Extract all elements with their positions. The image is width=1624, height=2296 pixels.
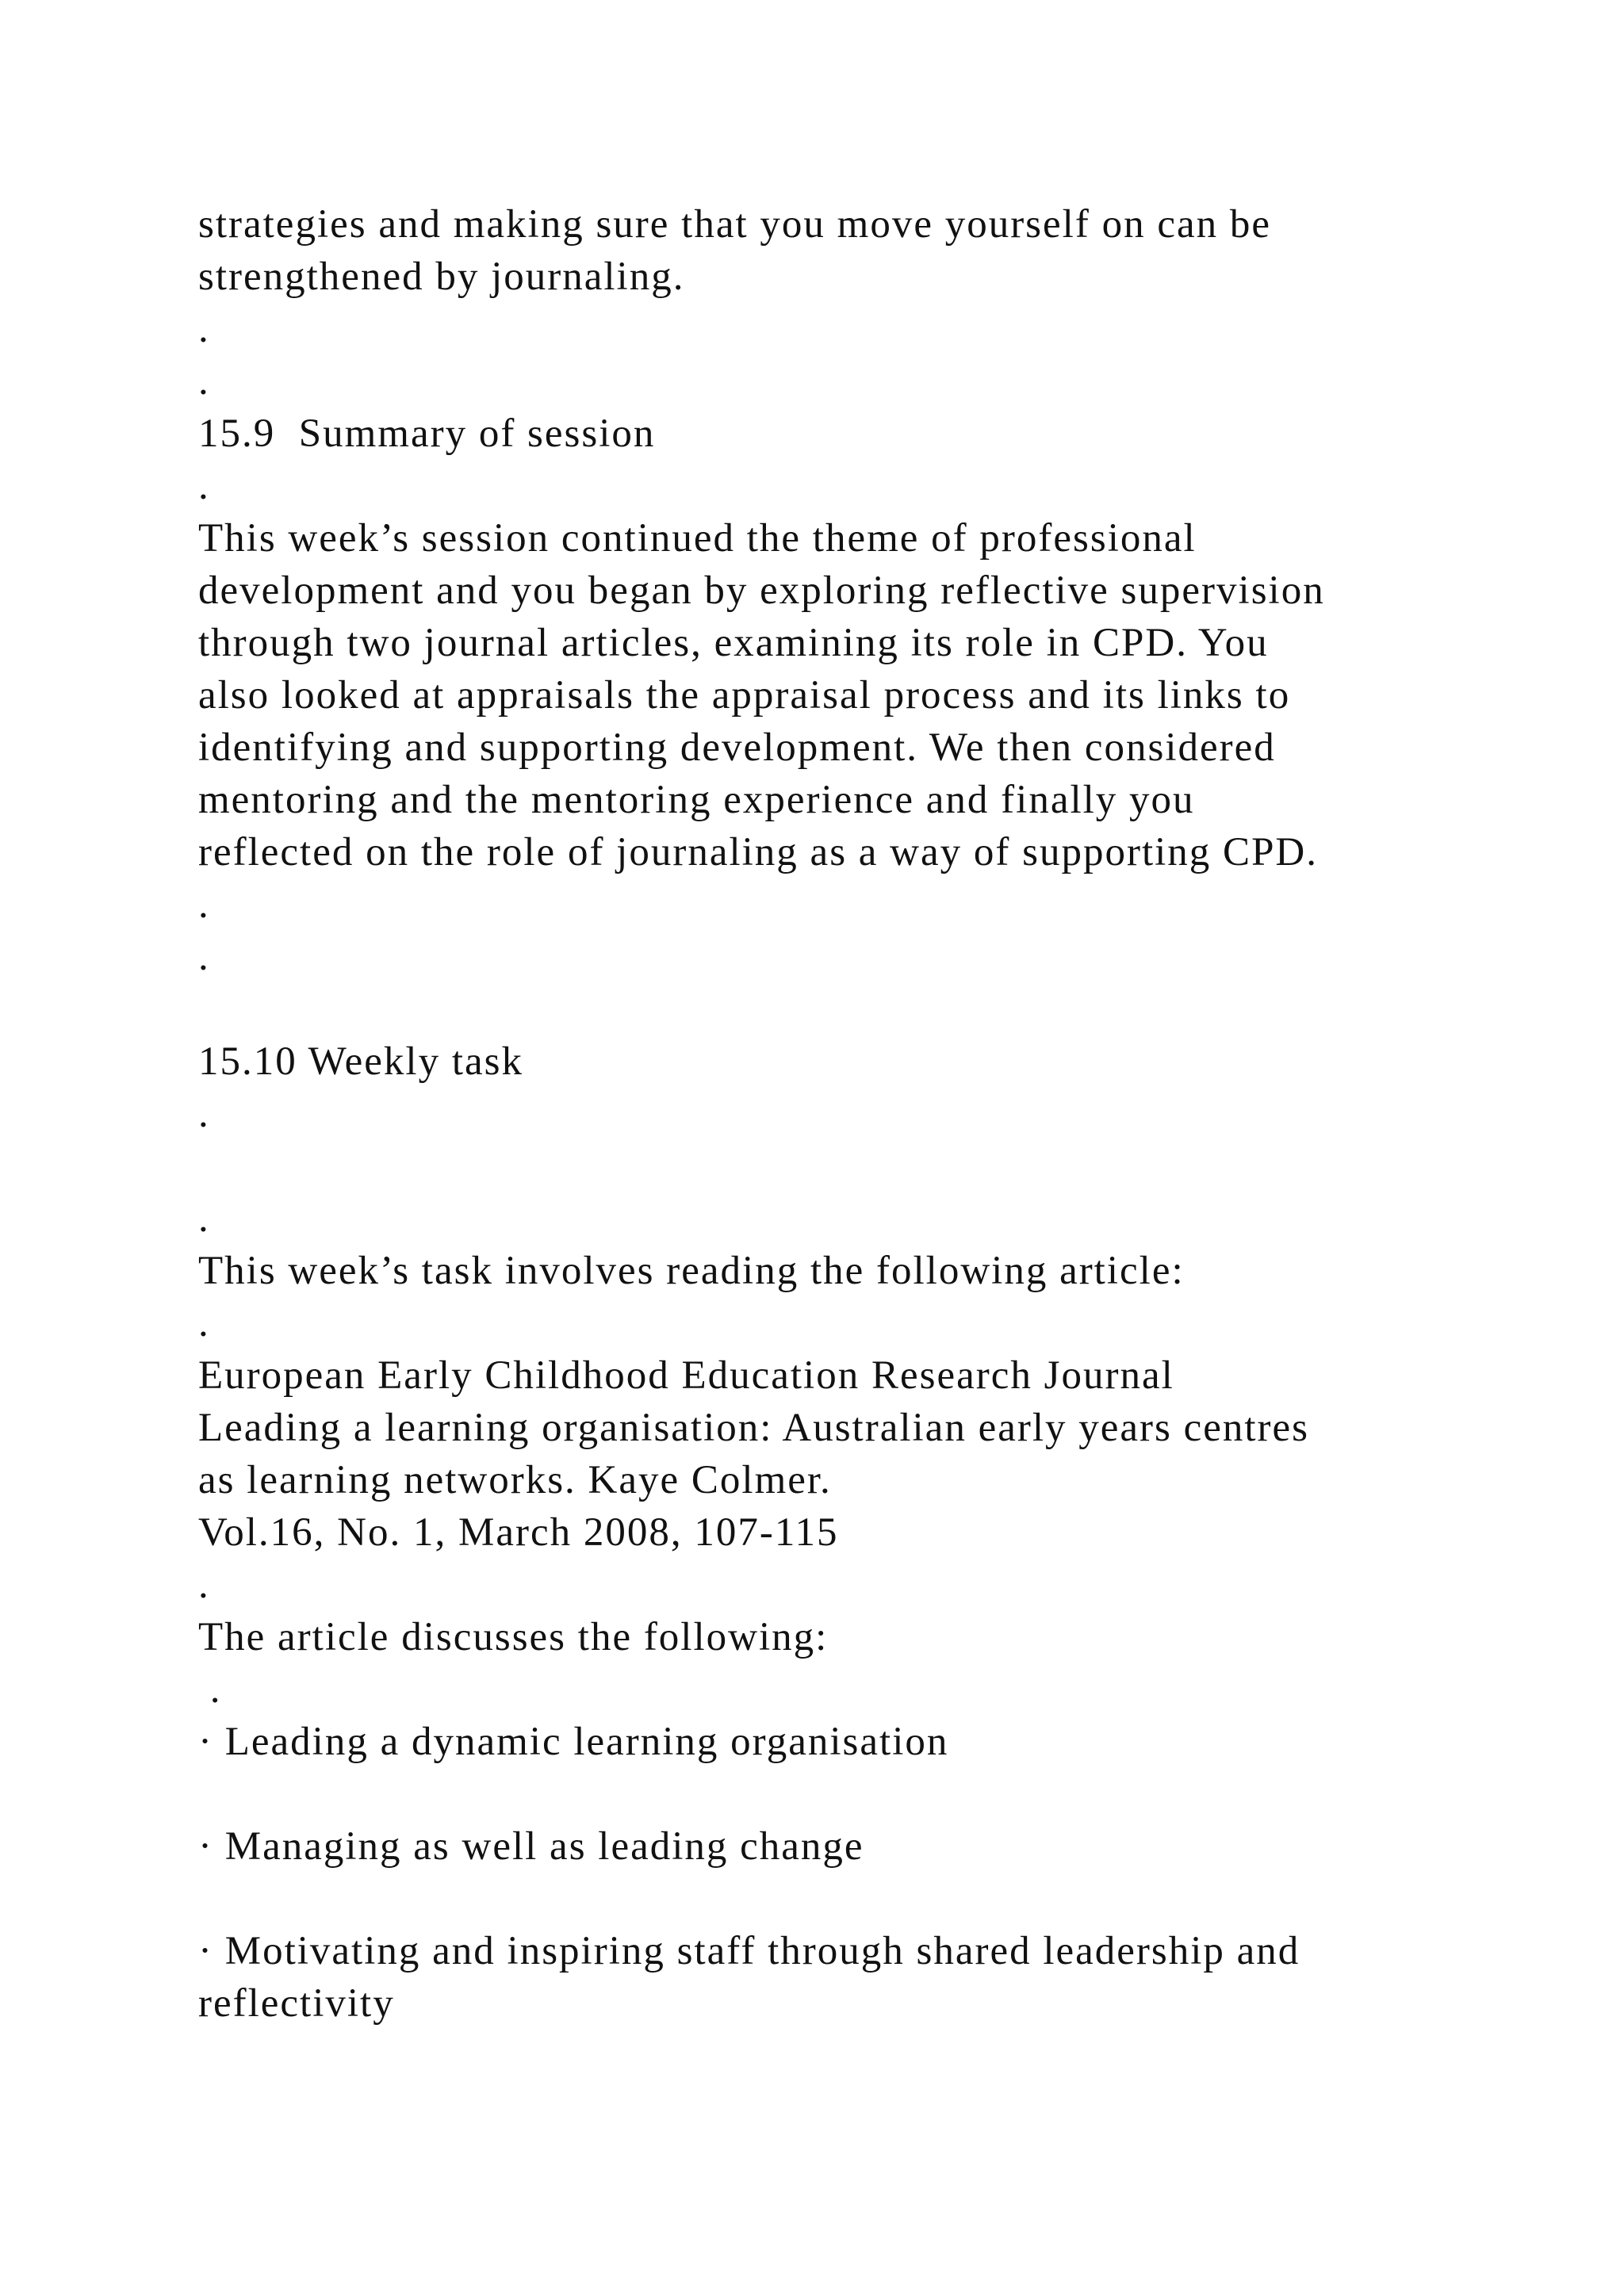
summary-heading: 15.9 Summary of session: [198, 411, 656, 456]
dot-separator: .: [198, 1196, 210, 1241]
citation-journal: European Early Childhood Education Research Journal: [198, 1353, 1174, 1398]
dot-separator: .: [198, 1301, 210, 1345]
bullet-item: · Leading a dynamic learning organisation: [198, 1720, 949, 1764]
dot-separator: .: [198, 1667, 222, 1712]
summary-paragraph-line: reflected on the role of journaling as a way of supporting CPD.: [198, 830, 1319, 874]
intro-text-line: strengthened by journaling.: [198, 254, 685, 299]
intro-text-line: strategies and making sure that you move yourself on can be: [198, 202, 1271, 247]
dot-separator: .: [198, 307, 210, 351]
summary-paragraph-line: mentoring and the mentoring experience and finally you: [198, 778, 1195, 822]
bullet-item-continuation: reflectivity: [198, 1981, 395, 2026]
summary-paragraph-line: also looked at appraisals the appraisal process and its links to: [198, 673, 1291, 718]
task-intro: This week’s task involves reading the following article:: [198, 1249, 1185, 1293]
citation-volume: Vol.16, No. 1, March 2008, 107-115: [198, 1510, 839, 1555]
bullet-item: · Managing as well as leading change: [198, 1824, 864, 1869]
dot-separator: .: [198, 1563, 210, 1607]
dot-separator: .: [198, 935, 210, 979]
dot-separator: .: [198, 464, 210, 508]
bullet-item: · Motivating and inspiring staff through shared leadership and: [198, 1929, 1300, 1973]
summary-paragraph-line: through two journal articles, examining its role in CPD. You: [198, 621, 1269, 665]
discusses-intro: The article discusses the following:: [198, 1615, 829, 1659]
dot-separator: .: [198, 359, 210, 404]
summary-paragraph-line: development and you began by exploring reflective supervision: [198, 568, 1325, 613]
citation-title-line: as learning networks. Kaye Colmer.: [198, 1458, 832, 1502]
dot-separator: .: [198, 882, 210, 927]
citation-title-line: Leading a learning organisation: Australian early years centres: [198, 1406, 1309, 1450]
dot-separator: .: [198, 1092, 210, 1136]
summary-paragraph-line: identifying and supporting development. We then considered: [198, 725, 1276, 770]
task-heading: 15.10 Weekly task: [198, 1039, 523, 1084]
summary-paragraph-line: This week’s session continued the theme of professional: [198, 516, 1197, 561]
